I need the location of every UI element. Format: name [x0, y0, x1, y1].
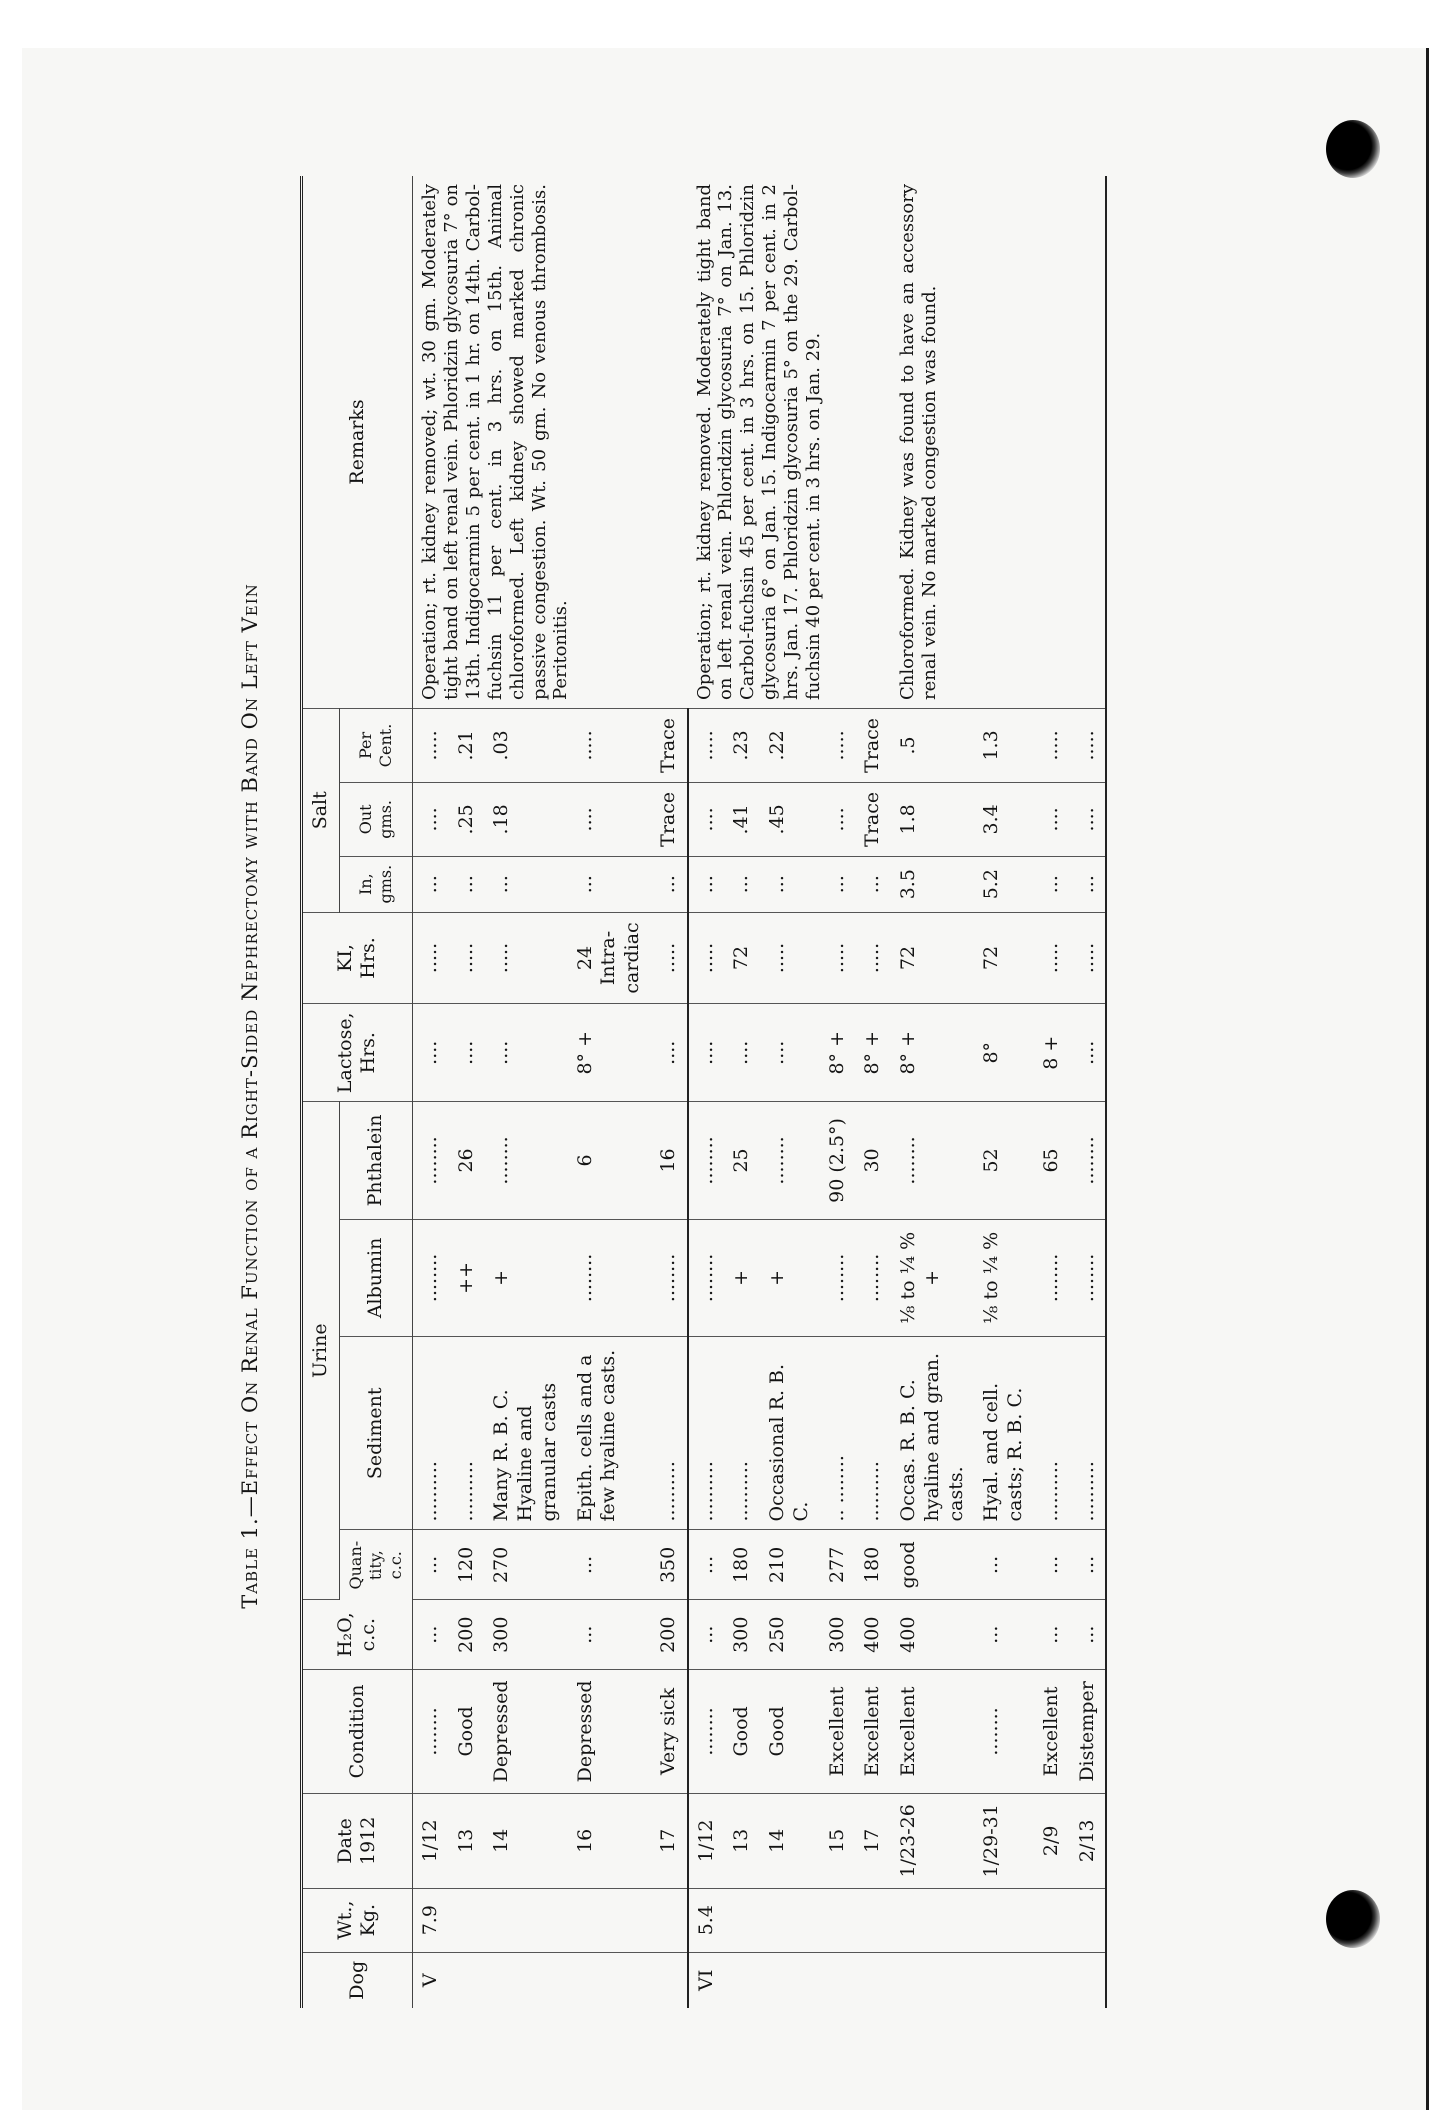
salt-in-cell: 5.2: [974, 856, 1034, 912]
weight-cell: [891, 1888, 974, 1952]
sediment-cell: Many R. B. C. Hyaline and granular casts: [484, 1337, 567, 1530]
weight-cell: [449, 1888, 485, 1952]
quantity-cell: 120: [449, 1530, 485, 1600]
header-lactose: Lactose, Hrs.: [302, 1004, 413, 1102]
water-cell: ...: [688, 1600, 725, 1670]
phthalein-cell: 16: [651, 1102, 688, 1220]
salt-percent-cell: .22: [760, 708, 820, 782]
phthalein-cell: 26: [449, 1102, 485, 1220]
salt-in-cell: ...: [820, 856, 856, 912]
header-dog: Dog: [302, 1952, 413, 2008]
weight-cell: [820, 1888, 856, 1952]
salt-percent-cell: .....: [568, 708, 651, 782]
condition-cell: Depressed: [568, 1670, 651, 1794]
water-cell: 300: [484, 1600, 567, 1670]
weight-cell: 5.4: [688, 1888, 725, 1952]
date-cell: 17: [855, 1793, 891, 1888]
salt-out-cell: 1.8: [891, 782, 974, 856]
lactose-cell: ....: [1070, 1004, 1107, 1102]
salt-in-cell: ...: [688, 856, 725, 912]
salt-out-cell: .45: [760, 782, 820, 856]
ki-cell: .....: [484, 912, 567, 1004]
weight-cell: [1034, 1888, 1070, 1952]
lactose-cell: 8° +: [855, 1004, 891, 1102]
date-cell: 16: [568, 1793, 651, 1888]
water-cell: 250: [760, 1600, 820, 1670]
salt-in-cell: ...: [651, 856, 688, 912]
water-cell: 200: [651, 1600, 688, 1670]
dog-cell: VI: [694, 1969, 717, 1991]
weight-cell: [651, 1888, 688, 1952]
binder-hole-icon: [1326, 1890, 1380, 1948]
ki-cell: .....: [855, 912, 891, 1004]
ki-cell: 72: [724, 912, 760, 1004]
water-cell: 400: [891, 1600, 974, 1670]
quantity-cell: 350: [651, 1530, 688, 1600]
salt-percent-cell: .5: [891, 708, 974, 782]
remarks-cell: Operation; rt. kidney removed; wt. 30 gm. Moderately tight band on left renal vein. Phloridzin glycosuria 7° on 13th. Indigocarmin 5 per cent. in 1 hr. on 14th. Carbol-fuchsin 11 per cent. in 3 hrs. on 15th. Animal chloroformed. Left kidney showed marked chronic passive congestion. Wt. 50 gm. No venous thrombosis. Peritonitis.: [412, 176, 687, 708]
condition-cell: Good: [449, 1670, 485, 1794]
ki-cell: .....: [820, 912, 856, 1004]
quantity-cell: ...: [1070, 1530, 1107, 1600]
quantity-cell: good: [891, 1530, 974, 1600]
phthalein-cell: ........: [760, 1102, 820, 1220]
sediment-cell: Epith. cells and a few hyaline casts.: [568, 1337, 651, 1530]
lactose-cell: ....: [724, 1004, 760, 1102]
albumin-cell: ........: [688, 1219, 725, 1336]
salt-out-cell: 3.4: [974, 782, 1034, 856]
sediment-cell: ..........: [651, 1337, 688, 1530]
header-albumin: Albumin: [339, 1219, 412, 1336]
condition-cell: Distemper: [1070, 1670, 1107, 1794]
date-cell: 2/13: [1070, 1793, 1107, 1888]
lactose-cell: ....: [688, 1004, 725, 1102]
water-cell: 400: [855, 1600, 891, 1670]
weight-cell: [724, 1888, 760, 1952]
condition-cell: ........: [412, 1670, 448, 1794]
albumin-cell: +: [484, 1219, 567, 1336]
phthalein-cell: ........: [688, 1102, 725, 1220]
salt-in-cell: ...: [484, 856, 567, 912]
date-cell: 1/12: [688, 1793, 725, 1888]
quantity-cell: ...: [568, 1530, 651, 1600]
salt-percent-cell: .....: [1034, 708, 1070, 782]
ki-cell: 24 Intra-cardiac: [568, 912, 651, 1004]
table-body: [412, 176, 1106, 2008]
salt-percent-cell: .....: [820, 708, 856, 782]
water-cell: ...: [568, 1600, 651, 1670]
phthalein-cell: 52: [974, 1102, 1034, 1220]
phthalein-cell: 65: [1034, 1102, 1070, 1220]
weight-cell: [855, 1888, 891, 1952]
albumin-cell: ........: [651, 1219, 688, 1336]
salt-out-cell: ....: [1034, 782, 1070, 856]
salt-percent-cell: 1.3: [974, 708, 1034, 782]
phthalein-cell: 30: [855, 1102, 891, 1220]
salt-out-cell: ....: [688, 782, 725, 856]
weight-cell: [568, 1888, 651, 1952]
sediment-cell: Occasional R. B. C.: [760, 1337, 820, 1530]
salt-out-cell: ....: [568, 782, 651, 856]
header-condition: Condition: [302, 1670, 413, 1794]
lactose-cell: 8° +: [568, 1004, 651, 1102]
salt-out-cell: .25: [449, 782, 485, 856]
salt-in-cell: ...: [449, 856, 485, 912]
ki-cell: .....: [412, 912, 448, 1004]
quantity-cell: 270: [484, 1530, 567, 1600]
salt-percent-cell: .21: [449, 708, 485, 782]
ki-cell: .....: [1034, 912, 1070, 1004]
table-row: [891, 176, 974, 2008]
salt-out-cell: .41: [724, 782, 760, 856]
date-cell: 14: [760, 1793, 820, 1888]
dog-cell: [855, 1952, 891, 2008]
dog-cell: [651, 1952, 688, 2008]
condition-cell: Excellent: [1034, 1670, 1070, 1794]
phthalein-cell: ........: [891, 1102, 974, 1220]
table-row: [412, 176, 448, 2008]
table-title: Table 1.—Effect On Renal Function of a Right-Sided Nephrectomy with Band On Left Vein: [238, 583, 262, 1609]
sediment-cell: ..........: [412, 1337, 448, 1530]
dog-cell: [568, 1952, 651, 2008]
albumin-cell: ........: [568, 1219, 651, 1336]
quantity-cell: 210: [760, 1530, 820, 1600]
remarks-cell: Operation; rt. kidney removed. Moderately tight band on left renal vein. Phloridzin glycosuria 7° on Jan. 13. Carbol-fuchsin 45 per cent. in 3 hrs. on 15. Phloridzin glycosuria 6° on Jan. 15. Indigocarmin 7 per cent. in 2 hrs. Jan. 17. Phloridzin glycosuria 5° on the 29. Carbol-fuchsin 40 per cent. in 3 hrs. on Jan. 29.: [688, 176, 892, 708]
salt-percent-cell: .03: [484, 708, 567, 782]
phthalein-cell: ........: [484, 1102, 567, 1220]
lactose-cell: 8° +: [891, 1004, 974, 1102]
remarks-cell: Chloroformed. Kidney was found to have an accessory renal vein. No marked congestion was found.: [891, 176, 1106, 708]
header-phthalein: Phthalein: [339, 1102, 412, 1220]
ki-cell: 72: [974, 912, 1034, 1004]
water-cell: ...: [974, 1600, 1034, 1670]
ki-cell: .....: [449, 912, 485, 1004]
albumin-cell: +: [760, 1219, 820, 1336]
sediment-cell: ..........: [724, 1337, 760, 1530]
binder-hole-icon: [1326, 120, 1380, 178]
date-cell: 17: [651, 1793, 688, 1888]
salt-out-cell: .18: [484, 782, 567, 856]
renal-function-table: [300, 176, 1107, 2008]
condition-cell: Excellent: [891, 1670, 974, 1794]
salt-in-cell: ...: [724, 856, 760, 912]
dog-cell: [449, 1952, 485, 2008]
date-cell: 2/9: [1034, 1793, 1070, 1888]
header-date: Date 1912: [302, 1793, 413, 1888]
rotated-table-page: [130, 156, 1270, 2036]
salt-percent-cell: .....: [412, 708, 448, 782]
sediment-cell: ..........: [688, 1337, 725, 1530]
dog-cell: [1070, 1952, 1107, 2008]
sediment-cell: ..........: [855, 1337, 891, 1530]
header-weight: Wt., Kg.: [302, 1888, 413, 1952]
date-cell: 13: [724, 1793, 760, 1888]
albumin-cell: ........: [855, 1219, 891, 1336]
salt-percent-cell: Trace: [855, 708, 891, 782]
condition-cell: Good: [724, 1670, 760, 1794]
sediment-cell: ..........: [1070, 1337, 1107, 1530]
dog-cell: [760, 1952, 820, 2008]
quantity-cell: 180: [855, 1530, 891, 1600]
dog-cell: [724, 1952, 760, 2008]
sediment-cell: Occas. R. B. C. hyaline and gran. casts.: [891, 1337, 974, 1530]
salt-in-cell: ...: [412, 856, 448, 912]
sediment-cell: .. ........: [820, 1337, 856, 1530]
lactose-cell: ....: [651, 1004, 688, 1102]
dog-cell: [974, 1952, 1034, 2008]
dog-cell: V: [418, 1973, 441, 1988]
albumin-cell: +: [724, 1219, 760, 1336]
date-cell: 1/23-26: [891, 1793, 974, 1888]
salt-percent-cell: .....: [1070, 708, 1107, 782]
water-cell: 300: [724, 1600, 760, 1670]
header-salt-out: Out gms.: [339, 782, 412, 856]
quantity-cell: ...: [974, 1530, 1034, 1600]
sediment-cell: Hyal. and cell. casts; R. B. C.: [974, 1337, 1034, 1530]
ki-cell: .....: [760, 912, 820, 1004]
sediment-cell: ..........: [1034, 1337, 1070, 1530]
phthalein-cell: 6: [568, 1102, 651, 1220]
lactose-cell: ....: [412, 1004, 448, 1102]
condition-cell: Excellent: [855, 1670, 891, 1794]
salt-out-cell: ....: [412, 782, 448, 856]
salt-in-cell: ...: [760, 856, 820, 912]
salt-out-cell: Trace: [651, 782, 688, 856]
ki-cell: .....: [688, 912, 725, 1004]
lactose-cell: ....: [760, 1004, 820, 1102]
condition-cell: Depressed: [484, 1670, 567, 1794]
albumin-cell: ........: [1034, 1219, 1070, 1336]
salt-out-cell: ....: [1070, 782, 1107, 856]
phthalein-cell: ........: [412, 1102, 448, 1220]
quantity-cell: ...: [1034, 1530, 1070, 1600]
salt-percent-cell: .23: [724, 708, 760, 782]
water-cell: 300: [820, 1600, 856, 1670]
date-cell: 1/29-31: [974, 1793, 1034, 1888]
salt-in-cell: ...: [1070, 856, 1107, 912]
salt-percent-cell: .....: [688, 708, 725, 782]
salt-in-cell: 3.5: [891, 856, 974, 912]
phthalein-cell: ........: [1070, 1102, 1107, 1220]
salt-out-cell: Trace: [855, 782, 891, 856]
condition-cell: Good: [760, 1670, 820, 1794]
quantity-cell: ...: [412, 1530, 448, 1600]
salt-in-cell: ...: [568, 856, 651, 912]
dog-cell: [484, 1952, 567, 2008]
header-ki: KI, Hrs.: [302, 912, 413, 1004]
water-cell: 200: [449, 1600, 485, 1670]
dog-cell: [1034, 1952, 1070, 2008]
table-row: [688, 176, 725, 2008]
date-cell: 1/12: [412, 1793, 448, 1888]
salt-out-cell: ....: [820, 782, 856, 856]
header-remarks: Remarks: [302, 176, 413, 708]
weight-cell: [1070, 1888, 1107, 1952]
albumin-cell: ⅛ to ¼ %: [974, 1219, 1034, 1336]
water-cell: ...: [1070, 1600, 1107, 1670]
condition-cell: Excellent: [820, 1670, 856, 1794]
phthalein-cell: 25: [724, 1102, 760, 1220]
phthalein-cell: 90 (2.5°): [820, 1102, 856, 1220]
header-urine: Urine: [302, 1102, 340, 1600]
quantity-cell: 180: [724, 1530, 760, 1600]
albumin-cell: ........: [1070, 1219, 1107, 1336]
header-water: H₂O, c.c.: [302, 1600, 413, 1670]
date-cell: 13: [449, 1793, 485, 1888]
ki-cell: .....: [1070, 912, 1107, 1004]
header-salt: Salt: [302, 708, 340, 912]
albumin-cell: ⅛ to ¼ % +: [891, 1219, 974, 1336]
ki-cell: .....: [651, 912, 688, 1004]
date-cell: 15: [820, 1793, 856, 1888]
quantity-cell: ...: [688, 1530, 725, 1600]
lactose-cell: 8°: [974, 1004, 1034, 1102]
albumin-cell: ++: [449, 1219, 485, 1336]
condition-cell: Very sick: [651, 1670, 688, 1794]
water-cell: ...: [412, 1600, 448, 1670]
weight-cell: 7.9: [412, 1888, 448, 1952]
date-cell: 14: [484, 1793, 567, 1888]
salt-in-cell: ...: [1034, 856, 1070, 912]
condition-cell: ........: [974, 1670, 1034, 1794]
albumin-cell: ........: [820, 1219, 856, 1336]
lactose-cell: 8 +: [1034, 1004, 1070, 1102]
ki-cell: 72: [891, 912, 974, 1004]
sediment-cell: ..........: [449, 1337, 485, 1530]
weight-cell: [760, 1888, 820, 1952]
header-sediment: Sediment: [339, 1337, 412, 1530]
albumin-cell: ........: [412, 1219, 448, 1336]
water-cell: ...: [1034, 1600, 1070, 1670]
header-quantity: Quan-tity, c.c.: [339, 1530, 412, 1600]
dog-cell: [820, 1952, 856, 2008]
salt-percent-cell: Trace: [651, 708, 688, 782]
dog-cell: [891, 1952, 974, 2008]
header-salt-in: In, gms.: [339, 856, 412, 912]
salt-in-cell: ...: [855, 856, 891, 912]
lactose-cell: 8° +: [820, 1004, 856, 1102]
header-salt-percent: Per Cent.: [339, 708, 412, 782]
weight-cell: [974, 1888, 1034, 1952]
lactose-cell: ....: [449, 1004, 485, 1102]
quantity-cell: 277: [820, 1530, 856, 1600]
lactose-cell: ....: [484, 1004, 567, 1102]
condition-cell: ........: [688, 1670, 725, 1794]
weight-cell: [484, 1888, 567, 1952]
